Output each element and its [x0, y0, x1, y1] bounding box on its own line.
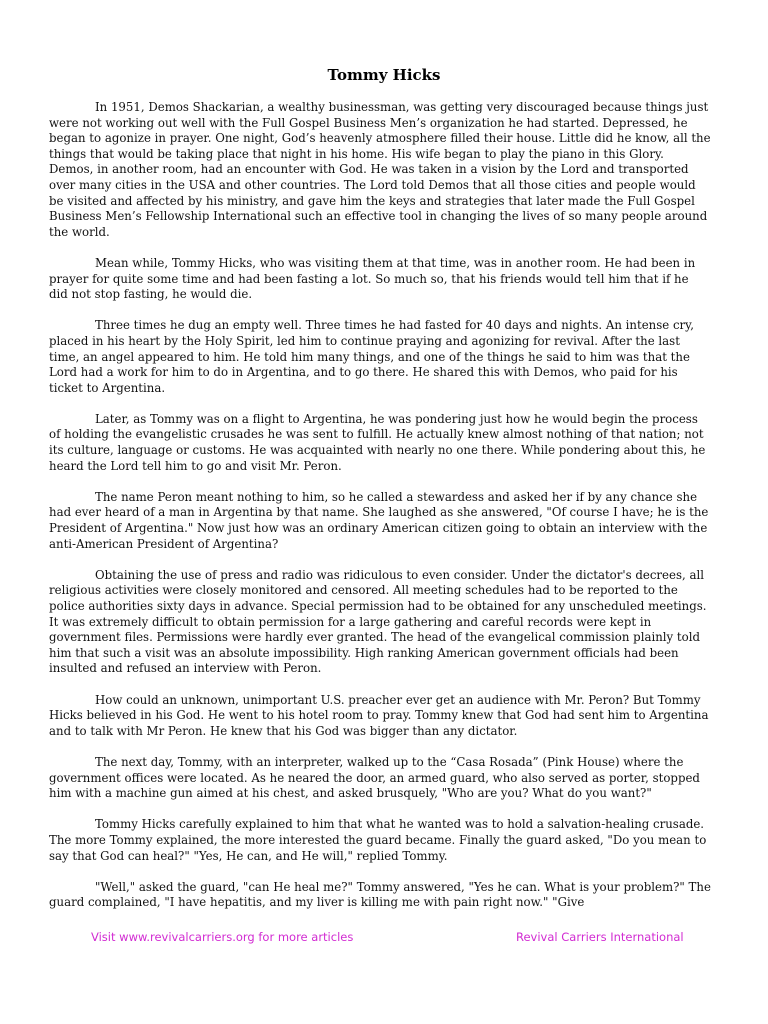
paragraph-1: In 1951, Demos Shackarian, a wealthy businessman, was getting very discouraged because things just were not working out well with the Full Gospel Business Men’s organization he had started. Depressed, he began to agonize in prayer. One night, God’s heavenly atmosphere filled their house. Little did he know, all the things that would be taking place that night in his home. His wife began to play the piano in this Glory. Demos, in another room, had an encounter with God. He was taken in a vision by the Lord and transported over many cities in the USA and other countries. The Lord told Demos that all those cities and people would be visited and affected by his ministry, and gave him the keys and strategies that later made the Full Gospel Business Men’s Fellowship International such an effective tool in changing the lives of so many people around the world. — [49, 100, 711, 239]
document-body — [49, 100, 711, 911]
footer-website-link[interactable]: Visit www.revivalcarriers.org for more articles — [91, 930, 354, 944]
paragraph-9: Tommy Hicks carefully explained to him that what he wanted was to hold a salvation-healing crusade. The more Tommy explained, the more interested the guard became. Finally the guard asked, "Do you mean to say that God can heal?" "Yes, He can, and He will," replied Tommy. — [49, 817, 707, 863]
paragraph-7: How could an unknown, unimportant U.S. preacher ever get an audience with Mr. Peron? But Tommy Hicks believed in his God. He went to his hotel room to pray. Tommy knew that God had sent him to Argentina and to talk with Mr Peron. He knew that his God was bigger than any dictator. — [49, 692, 709, 738]
paragraph-5: The name Peron meant nothing to him, so he called a stewardess and asked her if by any chance she had ever heard of a man in Argentina by that name. She laughed as she answered, "Of course I have; he is the President of Argentina." Now just how was an ordinary American citizen going to obtain an interview with the anti-American President of Argentina? — [49, 489, 709, 551]
document-title: Tommy Hicks — [327, 66, 441, 84]
footer-organization-name: Revival Carriers International — [516, 930, 684, 944]
paragraph-3: Three times he dug an empty well. Three times he had fasted for 40 days and nights. An intense cry, placed in his heart by the Holy Spirit, led him to continue praying and agonizing for revival. After the last time, an angel appeared to him. He told him many things, and one of the things he said to him was that the Lord had a work for him to do in Argentina, and to go there. He shared this with Demos, who paid for his ticket to Argentina. — [49, 318, 694, 395]
paragraph-10: "Well," asked the guard, "can He heal me?" Tommy answered, "Yes he can. What is your problem?" The guard complained, "I have hepatitis, and my liver is killing me with pain right now." "Give — [49, 879, 711, 910]
paragraph-6: Obtaining the use of press and radio was ridiculous to even consider. Under the dictator's decrees, all religious activities were closely monitored and censored. All meeting schedules had to be reported to the police authorities sixty days in advance. Special permission had to be obtained for any unscheduled meetings. It was extremely difficult to obtain permission for a large gathering and careful records were kept in government files. Permissions were hardly ever granted. The head of the evangelical commission plainly told him that such a visit was an absolute impossibility. High ranking American government officials had been insulted and refused an interview with Peron. — [49, 567, 707, 676]
paragraph-2: Mean while, Tommy Hicks, who was visiting them at that time, was in another room. He had been in prayer for quite some time and had been fasting a lot. So much so, that his friends would tell him that if he did not stop fasting, he would die. — [49, 255, 696, 302]
paragraph-8: The next day, Tommy, with an interpreter, walked up to the “Casa Rosada” (Pink House) where the government offices were located. As he neared the door, an armed guard, who also served as porter, stopped him with a machine gun aimed at his chest, and asked brusquely, "Who are you? What do you want?" — [49, 754, 700, 801]
paragraph-4: Later, as Tommy was on a flight to Argentina, he was pondering just how he would begin the process of holding the evangelistic crusades he was sent to fulfill. He actually knew almost nothing of that nation; not its culture, language or customs. He was acquainted with nearly no one there. While pondering about this, he heard the Lord tell him to go and visit Mr. Peron. — [49, 411, 706, 473]
